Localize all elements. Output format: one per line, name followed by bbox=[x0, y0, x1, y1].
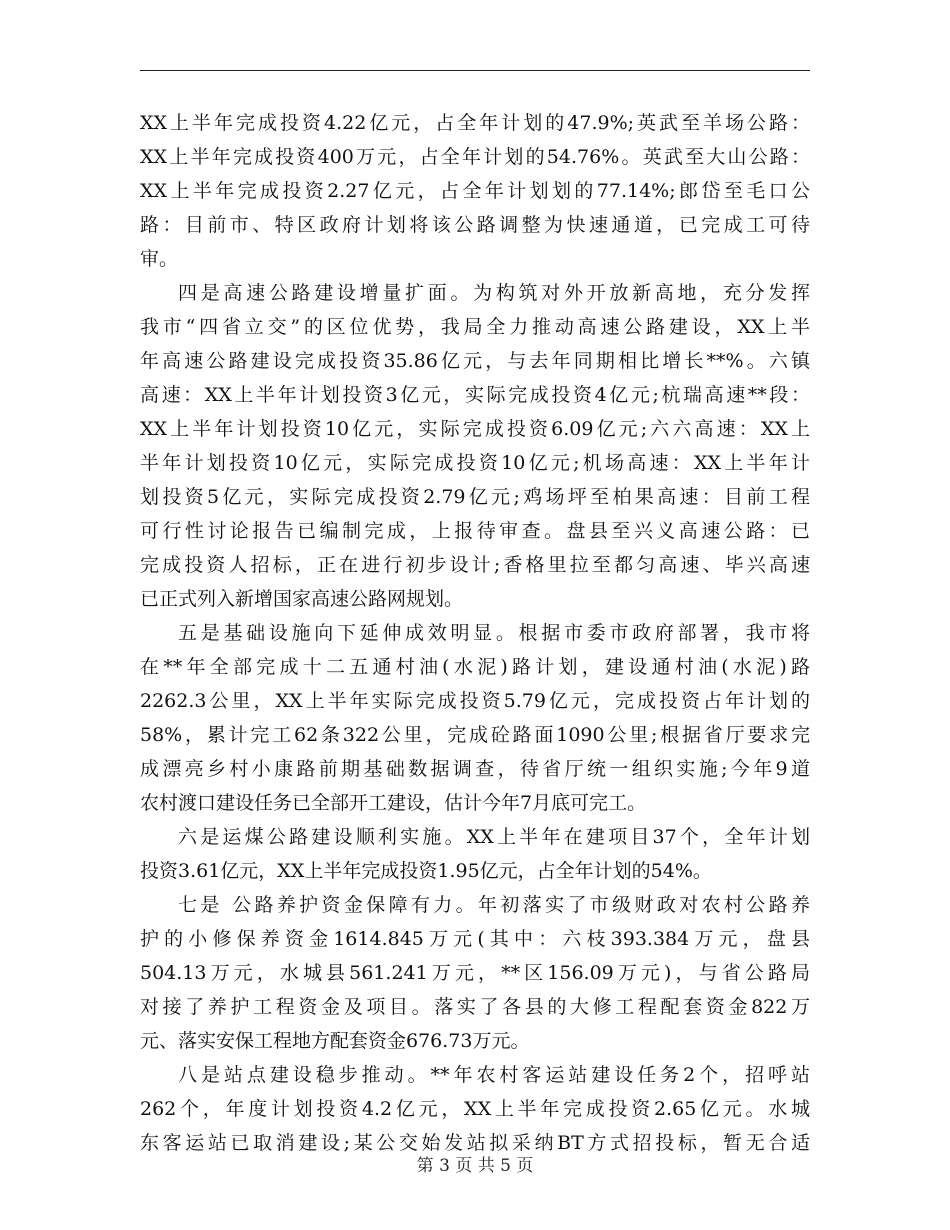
text-line: 可行性讨论报告已编制完成，上报待审查。盘县至兴义高速公路：已 bbox=[140, 520, 810, 542]
text-line: 路：目前市、特区政府计划将该公路调整为快速通道，已完成工可待 bbox=[140, 214, 810, 236]
text-line: 504.13万元，水城县561.241万元，**区156.09万元)，与省公路局 bbox=[140, 962, 810, 984]
text-line: 农村渡口建设任务已全部开工建设，估计今年7月底可完工。 bbox=[140, 792, 647, 814]
document-body bbox=[140, 106, 810, 1160]
page-number-footer: 第 3 页 共 5 页 bbox=[416, 1156, 534, 1176]
text-line: 在**年全部完成十二五通村油(水泥)路计划，建设通村油(水泥)路 bbox=[140, 656, 810, 678]
header-rule bbox=[140, 70, 810, 71]
text-line: 高速：XX上半年计划投资3亿元，实际完成投资4亿元;杭瑞高速**段： bbox=[140, 384, 810, 406]
paragraph-first-line: 六是运煤公路建设顺利实施。XX上半年在建项目37个，全年计划 bbox=[178, 826, 810, 848]
text-line: 262个，年度计划投资4.2亿元，XX上半年完成投资2.65亿元。水城 bbox=[140, 1098, 810, 1120]
text-line: 我市“四省立交”的区位优势，我局全力推动高速公路建设，XX上半 bbox=[140, 316, 810, 338]
paragraph-first-line: 五是基础设施向下延伸成效明显。根据市委市政府部署，我市将 bbox=[178, 622, 810, 644]
text-line: 护的小修保养资金1614.845万元(其中：六枝393.384万元，盘县 bbox=[140, 928, 810, 950]
text-line: 东客运站已取消建设;某公交始发站拟采纳BT方式招投标，暂无合适 bbox=[140, 1132, 810, 1154]
text-line: XX上半年完成投资400万元，占全年计划的54.76%。英武至大山公路： bbox=[140, 146, 810, 168]
text-line: XX上半年计划投资10亿元，实际完成投资6.09亿元;六六高速：XX上 bbox=[140, 418, 810, 440]
text-line: 完成投资人招标，正在进行初步设计;香格里拉至都匀高速、毕兴高速 bbox=[140, 554, 810, 576]
text-line: XX上半年完成投资2.27亿元，占全年计划划的77.14%;郎岱至毛口公 bbox=[140, 180, 810, 202]
paragraph-first-line: 七是 公路养护资金保障有力。年初落实了市级财政对农村公路养 bbox=[178, 894, 810, 916]
text-line: 58%，累计完工62条322公里，完成砼路面1090公里;根据省厅要求完 bbox=[140, 724, 810, 746]
text-line: 审。 bbox=[140, 248, 179, 270]
text-line: XX上半年完成投资4.22亿元，占全年计划的47.9%;英武至羊场公路： bbox=[140, 112, 810, 134]
text-line: 成漂亮乡村小康路前期基础数据调查，待省厅统一组织实施;今年9道 bbox=[140, 758, 810, 780]
text-line: 对接了养护工程资金及项目。落实了各县的大修工程配套资金822万 bbox=[140, 996, 810, 1018]
text-line: 投资3.61亿元，XX上半年完成投资1.95亿元，占全年计划的54%。 bbox=[140, 860, 712, 882]
paragraph-first-line: 八是站点建设稳步推动。**年农村客运站建设任务2个，招呼站 bbox=[178, 1064, 810, 1086]
text-line: 半年计划投资10亿元，实际完成投资10亿元;机场高速：XX上半年计 bbox=[140, 452, 810, 474]
text-line: 已正式列入新增国家高速公路网规划。 bbox=[140, 588, 464, 610]
text-line: 年高速公路建设完成投资35.86亿元，与去年同期相比增长**%。六镇 bbox=[140, 350, 810, 372]
text-line: 元、落实安保工程地方配套资金676.73万元。 bbox=[140, 1030, 530, 1052]
text-line: 2262.3公里，XX上半年实际完成投资5.79亿元，完成投资占年计划的 bbox=[140, 690, 810, 712]
text-line: 划投资5亿元，实际完成投资2.79亿元;鸡场坪至柏果高速：目前工程 bbox=[140, 486, 810, 508]
paragraph-first-line: 四是高速公路建设增量扩面。为构筑对外开放新高地，充分发挥 bbox=[178, 282, 810, 304]
